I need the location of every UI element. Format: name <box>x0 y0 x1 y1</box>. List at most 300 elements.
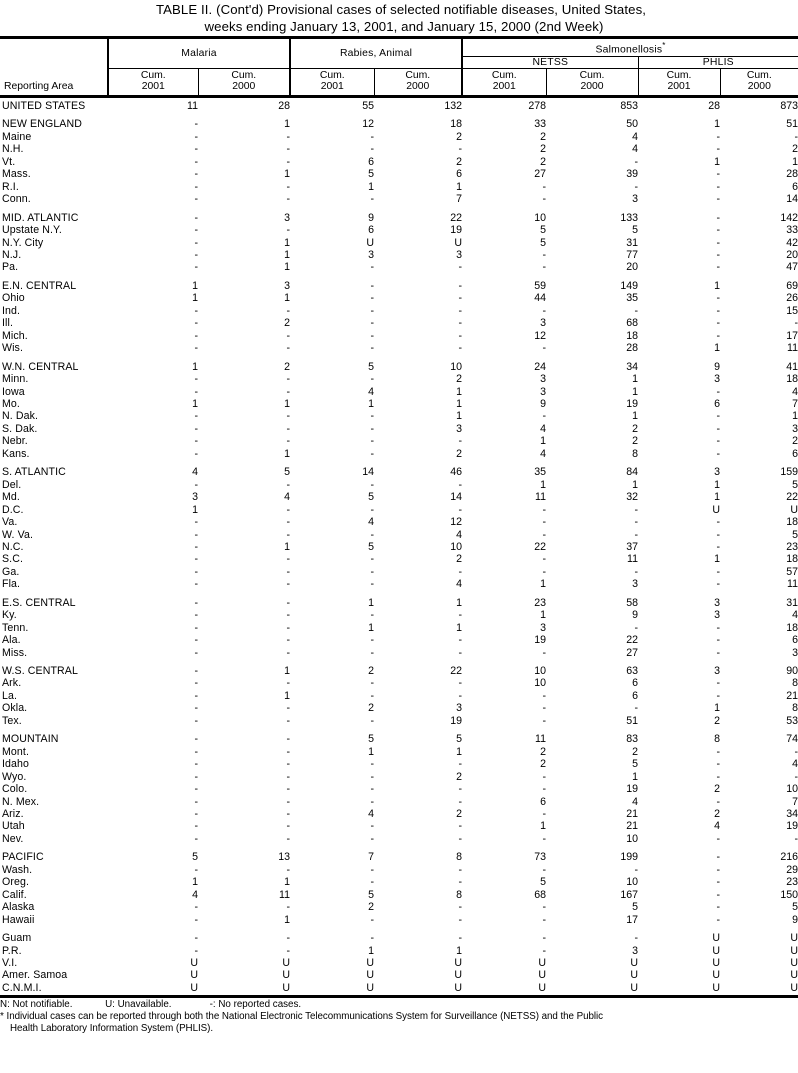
cell-value: 17 <box>786 329 798 342</box>
column-header-phlis-cum-2000: Cum. 2000 <box>720 69 798 95</box>
cell-value: - <box>286 503 290 516</box>
cell-value: 1 <box>192 503 198 516</box>
cell-value: 10 <box>450 360 462 373</box>
cell-value: U <box>366 981 374 994</box>
cell-value: 18 <box>786 621 798 634</box>
cell-value: 6 <box>632 677 638 690</box>
table-row <box>0 448 798 460</box>
cell-value: 1 <box>192 397 198 410</box>
cell-value: - <box>194 478 198 491</box>
cell-value: 3 <box>714 373 720 386</box>
row-area-label: MOUNTAIN <box>2 733 59 746</box>
cell-value: 2 <box>456 770 462 783</box>
cell-value: - <box>716 224 720 237</box>
column-header-reporting-area: Reporting Area <box>4 81 74 92</box>
cell-value: - <box>634 516 638 529</box>
cell-value: 74 <box>786 733 798 746</box>
cell-value: 2 <box>632 745 638 758</box>
cell-value: 1 <box>284 689 290 702</box>
cell-value: 3 <box>540 385 546 398</box>
cell-value: 1 <box>632 410 638 423</box>
cell-value: - <box>286 832 290 845</box>
row-area-label: Ohio <box>2 292 25 305</box>
cell-value: 18 <box>786 373 798 386</box>
cell-value: - <box>286 863 290 876</box>
cell-value: 33 <box>786 224 798 237</box>
cell-value: - <box>286 578 290 591</box>
cell-value: 2 <box>540 130 546 143</box>
cell-value: 4 <box>792 609 798 622</box>
cell-value: - <box>194 261 198 274</box>
cell-value: - <box>542 783 546 796</box>
table-row <box>0 342 798 354</box>
row-area-label: Minn. <box>2 373 29 386</box>
cell-value: 28 <box>786 168 798 181</box>
cell-value: 5 <box>540 224 546 237</box>
cell-value: 12 <box>534 329 546 342</box>
cell-value: 11 <box>535 491 546 504</box>
cell-value: - <box>634 621 638 634</box>
cell-value: 5 <box>368 540 374 553</box>
cell-value: 3 <box>456 702 462 715</box>
cell-value: - <box>286 783 290 796</box>
cell-value: - <box>194 913 198 926</box>
cell-value: - <box>194 621 198 634</box>
row-area-label: Conn. <box>2 193 31 206</box>
row-area-label: La. <box>2 689 18 702</box>
cell-value: 63 <box>626 665 638 678</box>
cell-value: 8 <box>792 702 798 715</box>
cell-value: 27 <box>626 646 638 659</box>
cell-value: 20 <box>786 248 798 261</box>
cell-value: - <box>458 677 462 690</box>
table-row <box>0 280 798 292</box>
cell-value: - <box>194 665 198 678</box>
cell-value: - <box>716 863 720 876</box>
cell-value: 1 <box>284 248 290 261</box>
cell-value: - <box>370 447 374 460</box>
cell-value: - <box>458 261 462 274</box>
cell-value: - <box>716 385 720 398</box>
cell-value: - <box>542 702 546 715</box>
row-area-label: Vt. <box>2 155 16 168</box>
table-row <box>0 914 798 926</box>
cell-value: 77 <box>626 248 638 261</box>
row-area-label: C.N.M.I. <box>2 981 42 994</box>
cell-value: U <box>790 957 798 969</box>
cell-value: - <box>286 609 290 622</box>
cell-value: 3 <box>714 466 720 479</box>
cell-value: 9 <box>368 211 374 224</box>
cell-value: 1 <box>632 385 638 398</box>
column-header-malaria-cum-2001: Cum. 2001 <box>108 69 198 95</box>
cell-value: 278 <box>528 100 546 112</box>
cell-value: 1 <box>284 540 290 553</box>
cell-value: - <box>286 143 290 156</box>
cell-value: - <box>286 130 290 143</box>
row-area-label: N.J. <box>2 248 22 261</box>
cell-value: - <box>542 808 546 821</box>
cell-value: 1 <box>284 665 290 678</box>
cell-value: 2 <box>456 130 462 143</box>
cell-value: - <box>716 646 720 659</box>
cell-value: - <box>286 733 290 746</box>
cell-value: - <box>794 745 798 758</box>
cell-value: 5 <box>632 224 638 237</box>
cell-value: - <box>286 224 290 237</box>
cell-value: 1 <box>456 944 462 957</box>
cell-value: - <box>370 758 374 771</box>
cell-value: - <box>194 130 198 143</box>
row-area-label: Wash. <box>2 863 33 876</box>
cell-value: 4 <box>192 466 198 479</box>
table-row <box>0 609 798 621</box>
cell-value: - <box>286 528 290 541</box>
cell-value: 28 <box>278 100 290 112</box>
cell-value: - <box>370 193 374 206</box>
cell-value: - <box>716 447 720 460</box>
row-area-label: Maine <box>2 130 32 143</box>
cell-value: 7 <box>792 397 798 410</box>
cell-value: 3 <box>540 317 546 330</box>
cell-value: - <box>194 553 198 566</box>
row-area-label: MID. ATLANTIC <box>2 211 79 224</box>
cell-value: - <box>194 385 198 398</box>
cell-value: - <box>194 609 198 622</box>
cell-value: 5 <box>632 901 638 914</box>
cell-value: - <box>794 770 798 783</box>
cell-value: 1 <box>792 410 798 423</box>
cell-value: 31 <box>626 236 638 249</box>
cell-value: 7 <box>456 193 462 206</box>
cell-value: U <box>790 932 798 945</box>
row-area-label: S.C. <box>2 553 24 566</box>
cell-value: - <box>370 373 374 386</box>
cell-value: - <box>286 808 290 821</box>
cell-value: 4 <box>540 422 546 435</box>
cell-value: 1 <box>714 478 720 491</box>
cell-value: - <box>370 317 374 330</box>
cell-value: 1 <box>632 373 638 386</box>
cell-value: - <box>286 770 290 783</box>
cell-value: 44 <box>534 292 546 305</box>
table-row <box>0 665 798 677</box>
row-area-label: P.R. <box>2 944 22 957</box>
cell-value: 20 <box>626 261 638 274</box>
cell-value: 1 <box>714 553 720 566</box>
cell-value: - <box>286 702 290 715</box>
cell-value: 51 <box>786 118 798 131</box>
cell-value: 19 <box>626 397 638 410</box>
cell-value: - <box>194 540 198 553</box>
row-area-label: Tenn. <box>2 621 29 634</box>
cell-value: - <box>194 342 198 355</box>
cell-value: - <box>286 714 290 727</box>
cell-value: - <box>716 130 720 143</box>
cell-value: - <box>194 714 198 727</box>
cell-value: 1 <box>368 397 374 410</box>
table-row <box>0 168 798 180</box>
cell-value: 1 <box>368 745 374 758</box>
cell-value: 46 <box>450 466 462 479</box>
cell-value: 14 <box>450 491 462 504</box>
row-area-label: Okla. <box>2 702 28 715</box>
cell-value: - <box>194 770 198 783</box>
cell-value: - <box>194 689 198 702</box>
cell-value: - <box>370 832 374 845</box>
table-row <box>0 677 798 689</box>
row-area-label: N. Dak. <box>2 410 39 423</box>
cell-value: - <box>194 373 198 386</box>
cell-value: 17 <box>626 913 638 926</box>
cell-value: 18 <box>450 118 462 131</box>
cell-value: - <box>194 863 198 876</box>
row-area-label: R.I. <box>2 180 19 193</box>
cell-value: 1 <box>368 621 374 634</box>
cell-value: 1 <box>456 410 462 423</box>
row-area-label: Mo. <box>2 397 20 410</box>
column-header-rabies-cum-2001: Cum. 2001 <box>290 69 374 95</box>
cell-value: 5 <box>540 236 546 249</box>
title-line-1: TABLE II. (Cont'd) Provisional cases of selected notifiable diseases, United States, <box>155 2 647 17</box>
cell-value: 34 <box>786 808 798 821</box>
table-row <box>0 945 798 957</box>
cell-value: - <box>370 528 374 541</box>
cell-value: - <box>458 565 462 578</box>
cell-value: - <box>194 304 198 317</box>
cell-value: - <box>370 820 374 833</box>
cell-value: - <box>716 876 720 889</box>
cell-value: - <box>370 609 374 622</box>
cell-value: - <box>542 248 546 261</box>
cell-value: - <box>370 634 374 647</box>
cell-value: - <box>286 553 290 566</box>
cell-value: 90 <box>786 665 798 678</box>
row-area-label: Fla. <box>2 578 21 591</box>
cell-value: 2 <box>540 143 546 156</box>
cell-value: 2 <box>456 155 462 168</box>
row-area-label: Wyo. <box>2 770 27 783</box>
cell-value: 19 <box>450 224 462 237</box>
cell-value: 1 <box>456 621 462 634</box>
cell-value: - <box>194 422 198 435</box>
cell-value: - <box>634 565 638 578</box>
column-header-malaria: Malaria <box>108 39 290 69</box>
cell-value: 1 <box>540 478 546 491</box>
cell-value: 1 <box>284 168 290 181</box>
cell-value: 15 <box>786 304 798 317</box>
cell-value: - <box>542 342 546 355</box>
cell-value: - <box>716 689 720 702</box>
table-row <box>0 932 798 944</box>
cell-value: - <box>286 478 290 491</box>
cell-value: - <box>194 516 198 529</box>
cell-value: 1 <box>714 491 720 504</box>
table-row <box>0 292 798 304</box>
cell-value: - <box>542 770 546 783</box>
cell-value: 22 <box>450 211 462 224</box>
cell-value: - <box>458 342 462 355</box>
cell-value: 11 <box>787 578 798 591</box>
cell-value: 1 <box>714 279 720 292</box>
cell-value: 3 <box>632 944 638 957</box>
cell-value: - <box>542 565 546 578</box>
cell-value: - <box>370 435 374 448</box>
cell-value: - <box>194 702 198 715</box>
cell-value: U <box>712 944 720 957</box>
cell-value: 11 <box>187 100 198 112</box>
table-row <box>0 435 798 447</box>
cell-value: 10 <box>786 783 798 796</box>
cell-value: - <box>370 329 374 342</box>
row-area-label: W.S. CENTRAL <box>2 665 78 678</box>
table-row <box>0 553 798 565</box>
cell-value: - <box>370 783 374 796</box>
table-row <box>0 808 798 820</box>
table-row <box>0 529 798 541</box>
table-row <box>0 746 798 758</box>
cell-value: - <box>286 795 290 808</box>
cell-value: - <box>634 528 638 541</box>
cell-value: 4 <box>456 578 462 591</box>
cell-value: - <box>716 143 720 156</box>
cell-value: - <box>716 578 720 591</box>
cell-value: - <box>370 795 374 808</box>
cell-value: - <box>370 143 374 156</box>
cell-value: 1 <box>368 596 374 609</box>
cell-value: - <box>370 410 374 423</box>
cell-value: 19 <box>626 783 638 796</box>
column-header-netss-cum-2001: Cum. 2001 <box>462 69 546 95</box>
cell-value: 5 <box>368 733 374 746</box>
row-area-label: Del. <box>2 478 22 491</box>
cell-value: - <box>542 944 546 957</box>
cell-value: - <box>542 503 546 516</box>
cell-value: 2 <box>368 901 374 914</box>
cell-value: - <box>716 261 720 274</box>
cell-value: - <box>194 944 198 957</box>
cell-value: - <box>716 913 720 926</box>
cell-value: U <box>366 969 374 982</box>
cell-value: - <box>458 689 462 702</box>
cell-value: 28 <box>626 342 638 355</box>
cell-value: - <box>286 193 290 206</box>
cell-value: 1 <box>192 292 198 305</box>
cell-value: - <box>542 193 546 206</box>
cell-value: U <box>538 969 546 982</box>
cell-value: 3 <box>540 621 546 634</box>
cell-value: 142 <box>780 211 798 224</box>
cell-value: 55 <box>362 100 374 112</box>
cell-value: - <box>370 279 374 292</box>
cell-value: 1 <box>368 180 374 193</box>
cell-value: U <box>454 236 462 249</box>
row-area-label: S. Dak. <box>2 422 38 435</box>
cell-value: - <box>286 565 290 578</box>
cell-value: 1 <box>714 342 720 355</box>
cell-value: U <box>454 957 462 969</box>
cell-value: - <box>458 435 462 448</box>
cell-value: - <box>716 901 720 914</box>
cell-value: 23 <box>786 540 798 553</box>
cell-value: - <box>716 180 720 193</box>
cell-value: - <box>194 646 198 659</box>
row-area-label: Ala. <box>2 634 21 647</box>
cell-value: - <box>458 279 462 292</box>
cell-value: - <box>194 248 198 261</box>
column-header-rabies-cum-2000: Cum. 2000 <box>374 69 462 95</box>
cell-value: 1 <box>284 447 290 460</box>
cell-value: - <box>286 634 290 647</box>
cell-value: 8 <box>632 447 638 460</box>
cell-value: - <box>716 193 720 206</box>
cell-value: - <box>542 932 546 945</box>
row-area-label: Oreg. <box>2 876 29 889</box>
cell-value: 37 <box>626 540 638 553</box>
cell-value: 22 <box>450 665 462 678</box>
table-row <box>0 957 798 969</box>
cell-value: 9 <box>714 360 720 373</box>
cell-value: - <box>716 888 720 901</box>
cell-value: 2 <box>540 758 546 771</box>
cell-value: 3 <box>368 248 374 261</box>
row-area-label: Ga. <box>2 565 20 578</box>
cell-value: 2 <box>456 553 462 566</box>
table-row <box>0 820 798 832</box>
cell-value: - <box>634 932 638 945</box>
cell-value: - <box>794 317 798 330</box>
table-row <box>0 864 798 876</box>
table-row <box>0 118 798 130</box>
cell-value: 5 <box>540 876 546 889</box>
cell-value: 69 <box>786 279 798 292</box>
cell-value: 18 <box>786 516 798 529</box>
cell-value: - <box>716 540 720 553</box>
page-title <box>0 0 798 36</box>
cell-value: - <box>194 832 198 845</box>
cell-value: 159 <box>780 466 798 479</box>
cell-value: 1 <box>540 578 546 591</box>
row-area-label: Md. <box>2 491 20 504</box>
cell-value: - <box>286 646 290 659</box>
cell-value: - <box>286 621 290 634</box>
column-header-phlis-cum-2001: Cum. 2001 <box>638 69 720 95</box>
cell-value: - <box>370 932 374 945</box>
cell-value: - <box>194 211 198 224</box>
cell-value: - <box>286 304 290 317</box>
cell-value: 14 <box>362 466 374 479</box>
cell-value: 1 <box>284 292 290 305</box>
cell-value: 4 <box>368 385 374 398</box>
cell-value: 47 <box>786 261 798 274</box>
cell-value: - <box>370 689 374 702</box>
cell-value: 4 <box>540 447 546 460</box>
cell-value: 31 <box>786 596 798 609</box>
cell-value: - <box>542 516 546 529</box>
cell-value: 8 <box>792 677 798 690</box>
table-row <box>0 715 798 727</box>
cell-value: - <box>716 422 720 435</box>
cell-value: - <box>370 553 374 566</box>
cell-value: 27 <box>534 168 546 181</box>
cell-value: 8 <box>456 851 462 864</box>
cell-value: 1 <box>192 876 198 889</box>
cell-value: 3 <box>714 665 720 678</box>
cell-value: 21 <box>786 689 798 702</box>
cell-value: 4 <box>632 143 638 156</box>
cell-value: 2 <box>456 373 462 386</box>
cell-value: 1 <box>284 261 290 274</box>
